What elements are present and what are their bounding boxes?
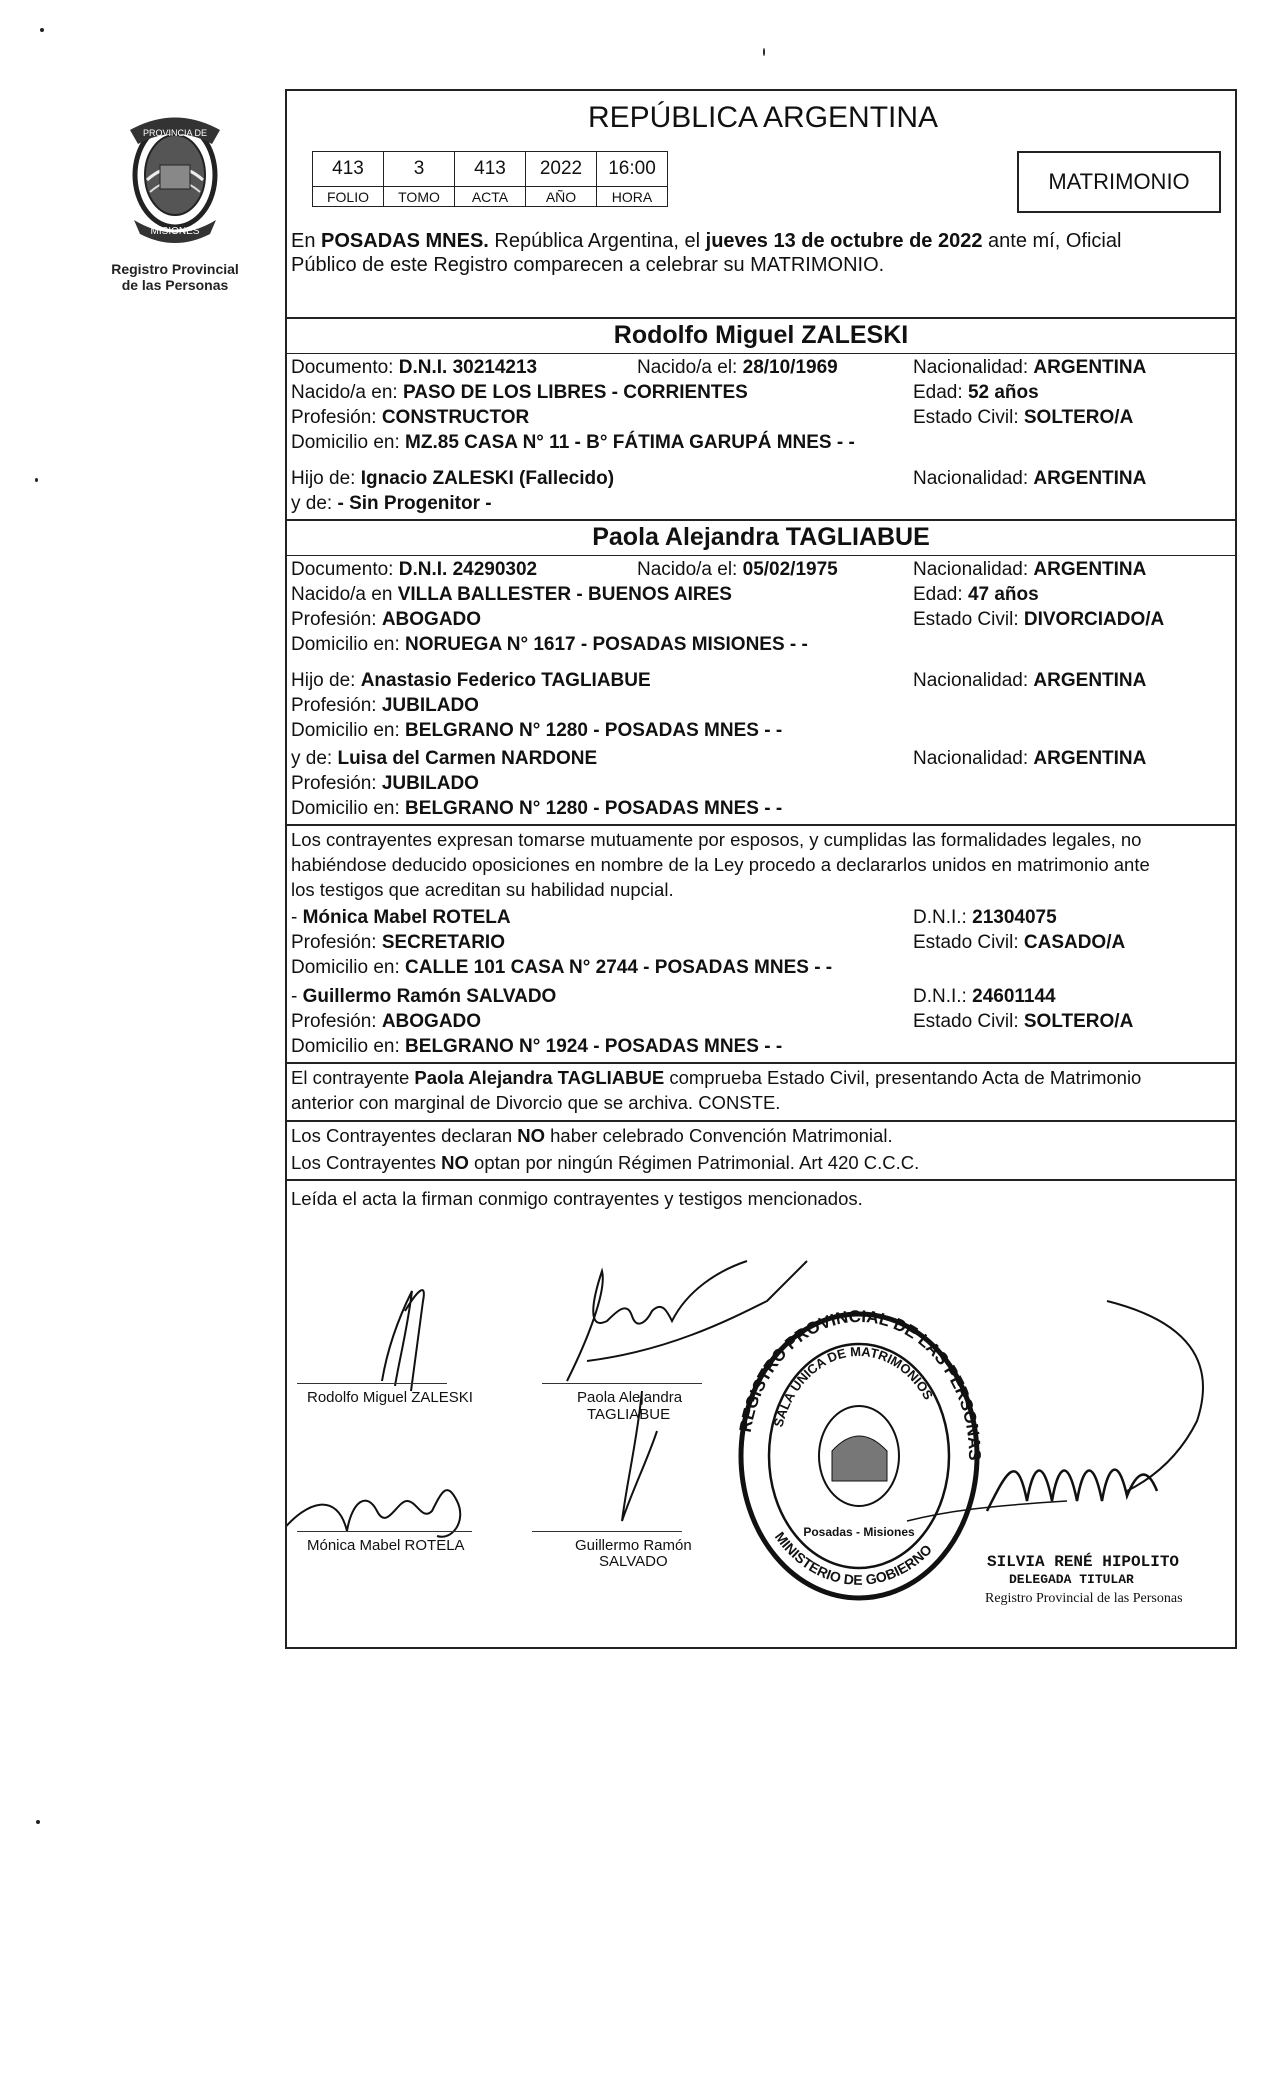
bride-mother: y de: Luisa del Carmen NARDONE xyxy=(291,748,598,769)
svg-text:SALA ÚNICA DE MATRIMONIOS xyxy=(771,1344,937,1429)
divider xyxy=(287,1062,1235,1064)
scan-speck xyxy=(36,1820,40,1824)
declaration-line2: habiéndose deducido oposiciones en nombre de la Ley procedo a declararlos unidos en matrimonio ante xyxy=(291,854,1150,875)
witness1-name: - Mónica Mabel ROTELA xyxy=(291,907,511,928)
year-label: AÑO xyxy=(526,187,597,207)
divider xyxy=(287,1179,1235,1181)
witness1-address: Domicilio en: CALLE 101 CASA N° 2744 - POSADAS MNES - - xyxy=(291,957,833,978)
groom-profession: Profesión: CONSTRUCTOR xyxy=(291,407,530,428)
bride-age: Edad: 47 años xyxy=(913,584,1039,605)
divider xyxy=(287,317,1235,319)
hour-label: HORA xyxy=(597,187,668,207)
witness2-profession: Profesión: ABOGADO xyxy=(291,1011,482,1032)
civil-status-note-line2: anterior con marginal de Divorcio que se archiva. CONSTE. xyxy=(291,1092,781,1113)
stamp-inner-text: SALA ÚNICA DE MATRIMONIOS xyxy=(770,1343,937,1429)
witness1-profession: Profesión: SECRETARIO xyxy=(291,932,505,953)
witness2-address: Domicilio en: BELGRANO N° 1924 - POSADAS MNES - - xyxy=(291,1036,783,1057)
acta-label: ACTA xyxy=(455,187,526,207)
intro-line1: En POSADAS MNES. República Argentina, el jueves 13 de octubre de 2022 ante mí, Oficial xyxy=(291,230,1122,252)
groom-father: Hijo de: Ignacio ZALESKI (Fallecido) xyxy=(291,468,615,489)
bride-mother-address: Domicilio en: BELGRANO N° 1280 - POSADAS MNES - - xyxy=(291,798,783,819)
bride-birthplace: Nacido/a en VILLA BALLESTER - BUENOS AIRES xyxy=(291,584,732,605)
bride-mother-profession: Profesión: JUBILADO xyxy=(291,773,479,794)
groom-age: Edad: 52 años xyxy=(913,382,1039,403)
declaration-line3: los testigos que acreditan su habilidad nupcial. xyxy=(291,879,674,900)
signature-line xyxy=(542,1383,702,1384)
convention-line: Los Contrayentes declaran NO haber celebrado Convención Matrimonial. xyxy=(291,1125,893,1146)
witness1-signature-label: Mónica Mabel ROTELA xyxy=(307,1537,465,1554)
bride-mother-nationality: Nacionalidad: ARGENTINA xyxy=(913,748,1147,769)
divider xyxy=(287,555,1235,556)
registry-stamp xyxy=(736,1307,984,1598)
marriage-certificate xyxy=(285,89,1237,1649)
hour-value: 16:00 xyxy=(597,152,668,187)
acta-value: 413 xyxy=(455,152,526,187)
bride-father-nationality: Nacionalidad: ARGENTINA xyxy=(913,670,1147,691)
scan-speck xyxy=(40,28,44,32)
officer-name: SILVIA RENÉ HIPOLITO xyxy=(987,1553,1180,1571)
regime-line: Los Contrayentes NO optan por ningún Régimen Patrimonial. Art 420 C.C.C. xyxy=(291,1152,920,1173)
divider xyxy=(287,519,1235,521)
folio-value: 413 xyxy=(313,152,384,187)
tomo-value: 3 xyxy=(384,152,455,187)
document-title: REPÚBLICA ARGENTINA xyxy=(587,101,939,134)
bride-father-address: Domicilio en: BELGRANO N° 1280 - POSADAS MNES - - xyxy=(291,720,783,741)
tomo-label: TOMO xyxy=(384,187,455,207)
witness2-signature-label-2: SALVADO xyxy=(599,1553,668,1570)
scan-speck xyxy=(763,48,765,56)
seal-bottom-text: MISIONES xyxy=(150,226,200,237)
bride-birthdate: Nacido/a el: 05/02/1975 xyxy=(637,559,838,580)
officer-organization: Registro Provincial de las Personas xyxy=(985,1591,1183,1606)
civil-status-note-line1: El contrayente Paola Alejandra TAGLIABUE comprueba Estado Civil, presentando Acta de Matrimonio xyxy=(291,1067,1142,1088)
bride-signature-label-2: TAGLIABUE xyxy=(587,1406,671,1423)
bride-signature-label-1: Paola Alejandra xyxy=(577,1389,683,1406)
document-type-box xyxy=(1017,151,1221,213)
signature-line xyxy=(532,1531,682,1532)
signature-line xyxy=(297,1383,447,1384)
bride-profession: Profesión: ABOGADO xyxy=(291,609,482,630)
registry-logo-block xyxy=(95,110,255,293)
bride-father: Hijo de: Anastasio Federico TAGLIABUE xyxy=(291,670,651,691)
provincial-coat-of-arms-icon xyxy=(120,110,230,250)
document-type: MATRIMONIO xyxy=(1048,169,1190,194)
registry-caption-line1: Registro Provincial xyxy=(111,261,239,277)
witness1-dni: D.N.I.: 21304075 xyxy=(913,907,1057,928)
witness2-dni: D.N.I.: 24601144 xyxy=(913,986,1056,1007)
bride-father-profession: Profesión: JUBILADO xyxy=(291,695,479,716)
groom-civil-status: Estado Civil: SOLTERO/A xyxy=(913,407,1134,428)
closing-statement: Leída el acta la firman conmigo contrayentes y testigos mencionados. xyxy=(291,1188,863,1209)
intro-line2: Público de este Registro comparecen a celebrar su MATRIMONIO. xyxy=(291,254,885,276)
divider xyxy=(287,1120,1235,1122)
groom-mother: y de: - Sin Progenitor - xyxy=(291,493,492,514)
stamp-city-text: Posadas - Misiones xyxy=(803,1525,915,1539)
witness2-name: - Guillermo Ramón SALVADO xyxy=(291,986,557,1007)
folio-label: FOLIO xyxy=(313,187,384,207)
groom-address: Domicilio en: MZ.85 CASA N° 11 - B° FÁTIMA GARUPÁ MNES - - xyxy=(291,432,855,453)
groom-name-heading: Rodolfo Miguel ZALESKI xyxy=(613,321,909,349)
stamp-bottom-text: MINISTERIO DE GOBIERNO xyxy=(771,1528,935,1588)
officer-title: DELEGADA TITULAR xyxy=(1009,1572,1134,1587)
registry-caption-line2: de las Personas xyxy=(121,277,229,293)
groom-father-nationality: Nacionalidad: ARGENTINA xyxy=(913,468,1147,489)
groom-nationality: Nacionalidad: ARGENTINA xyxy=(913,357,1147,378)
scan-speck xyxy=(35,478,38,482)
bride-name-heading: Paola Alejandra TAGLIABUE xyxy=(592,523,930,551)
witness2-civil-status: Estado Civil: SOLTERO/A xyxy=(913,1011,1134,1032)
seal-top-text: PROVINCIA DE xyxy=(142,128,208,138)
groom-birthplace: Nacido/a en: PASO DE LOS LIBRES - CORRIENTES xyxy=(291,382,748,403)
groom-signature-label: Rodolfo Miguel ZALESKI xyxy=(307,1389,473,1406)
bride-address: Domicilio en: NORUEGA N° 1617 - POSADAS MISIONES - - xyxy=(291,634,808,655)
signature-line xyxy=(297,1531,472,1532)
witness2-signature-label-1: Guillermo Ramón xyxy=(575,1537,692,1554)
registry-caption xyxy=(95,261,255,293)
divider xyxy=(287,353,1235,354)
year-value: 2022 xyxy=(526,152,597,187)
declaration-line1: Los contrayentes expresan tomarse mutuamente por esposos, y cumplidas las formalidades legales, no xyxy=(291,829,1142,850)
groom-document: Documento: D.N.I. 30214213 xyxy=(291,357,538,378)
bride-nationality: Nacionalidad: ARGENTINA xyxy=(913,559,1147,580)
bride-document: Documento: D.N.I. 24290302 xyxy=(291,559,538,580)
stamp-outer-text: REGISTRO PROVINCIAL DE LAS PERSONAS xyxy=(735,1306,985,1461)
bride-civil-status: Estado Civil: DIVORCIADO/A xyxy=(913,609,1165,630)
divider xyxy=(287,824,1235,826)
act-metadata-table xyxy=(312,151,668,207)
witness1-civil-status: Estado Civil: CASADO/A xyxy=(913,932,1126,953)
groom-birthdate: Nacido/a el: 28/10/1969 xyxy=(637,357,838,378)
